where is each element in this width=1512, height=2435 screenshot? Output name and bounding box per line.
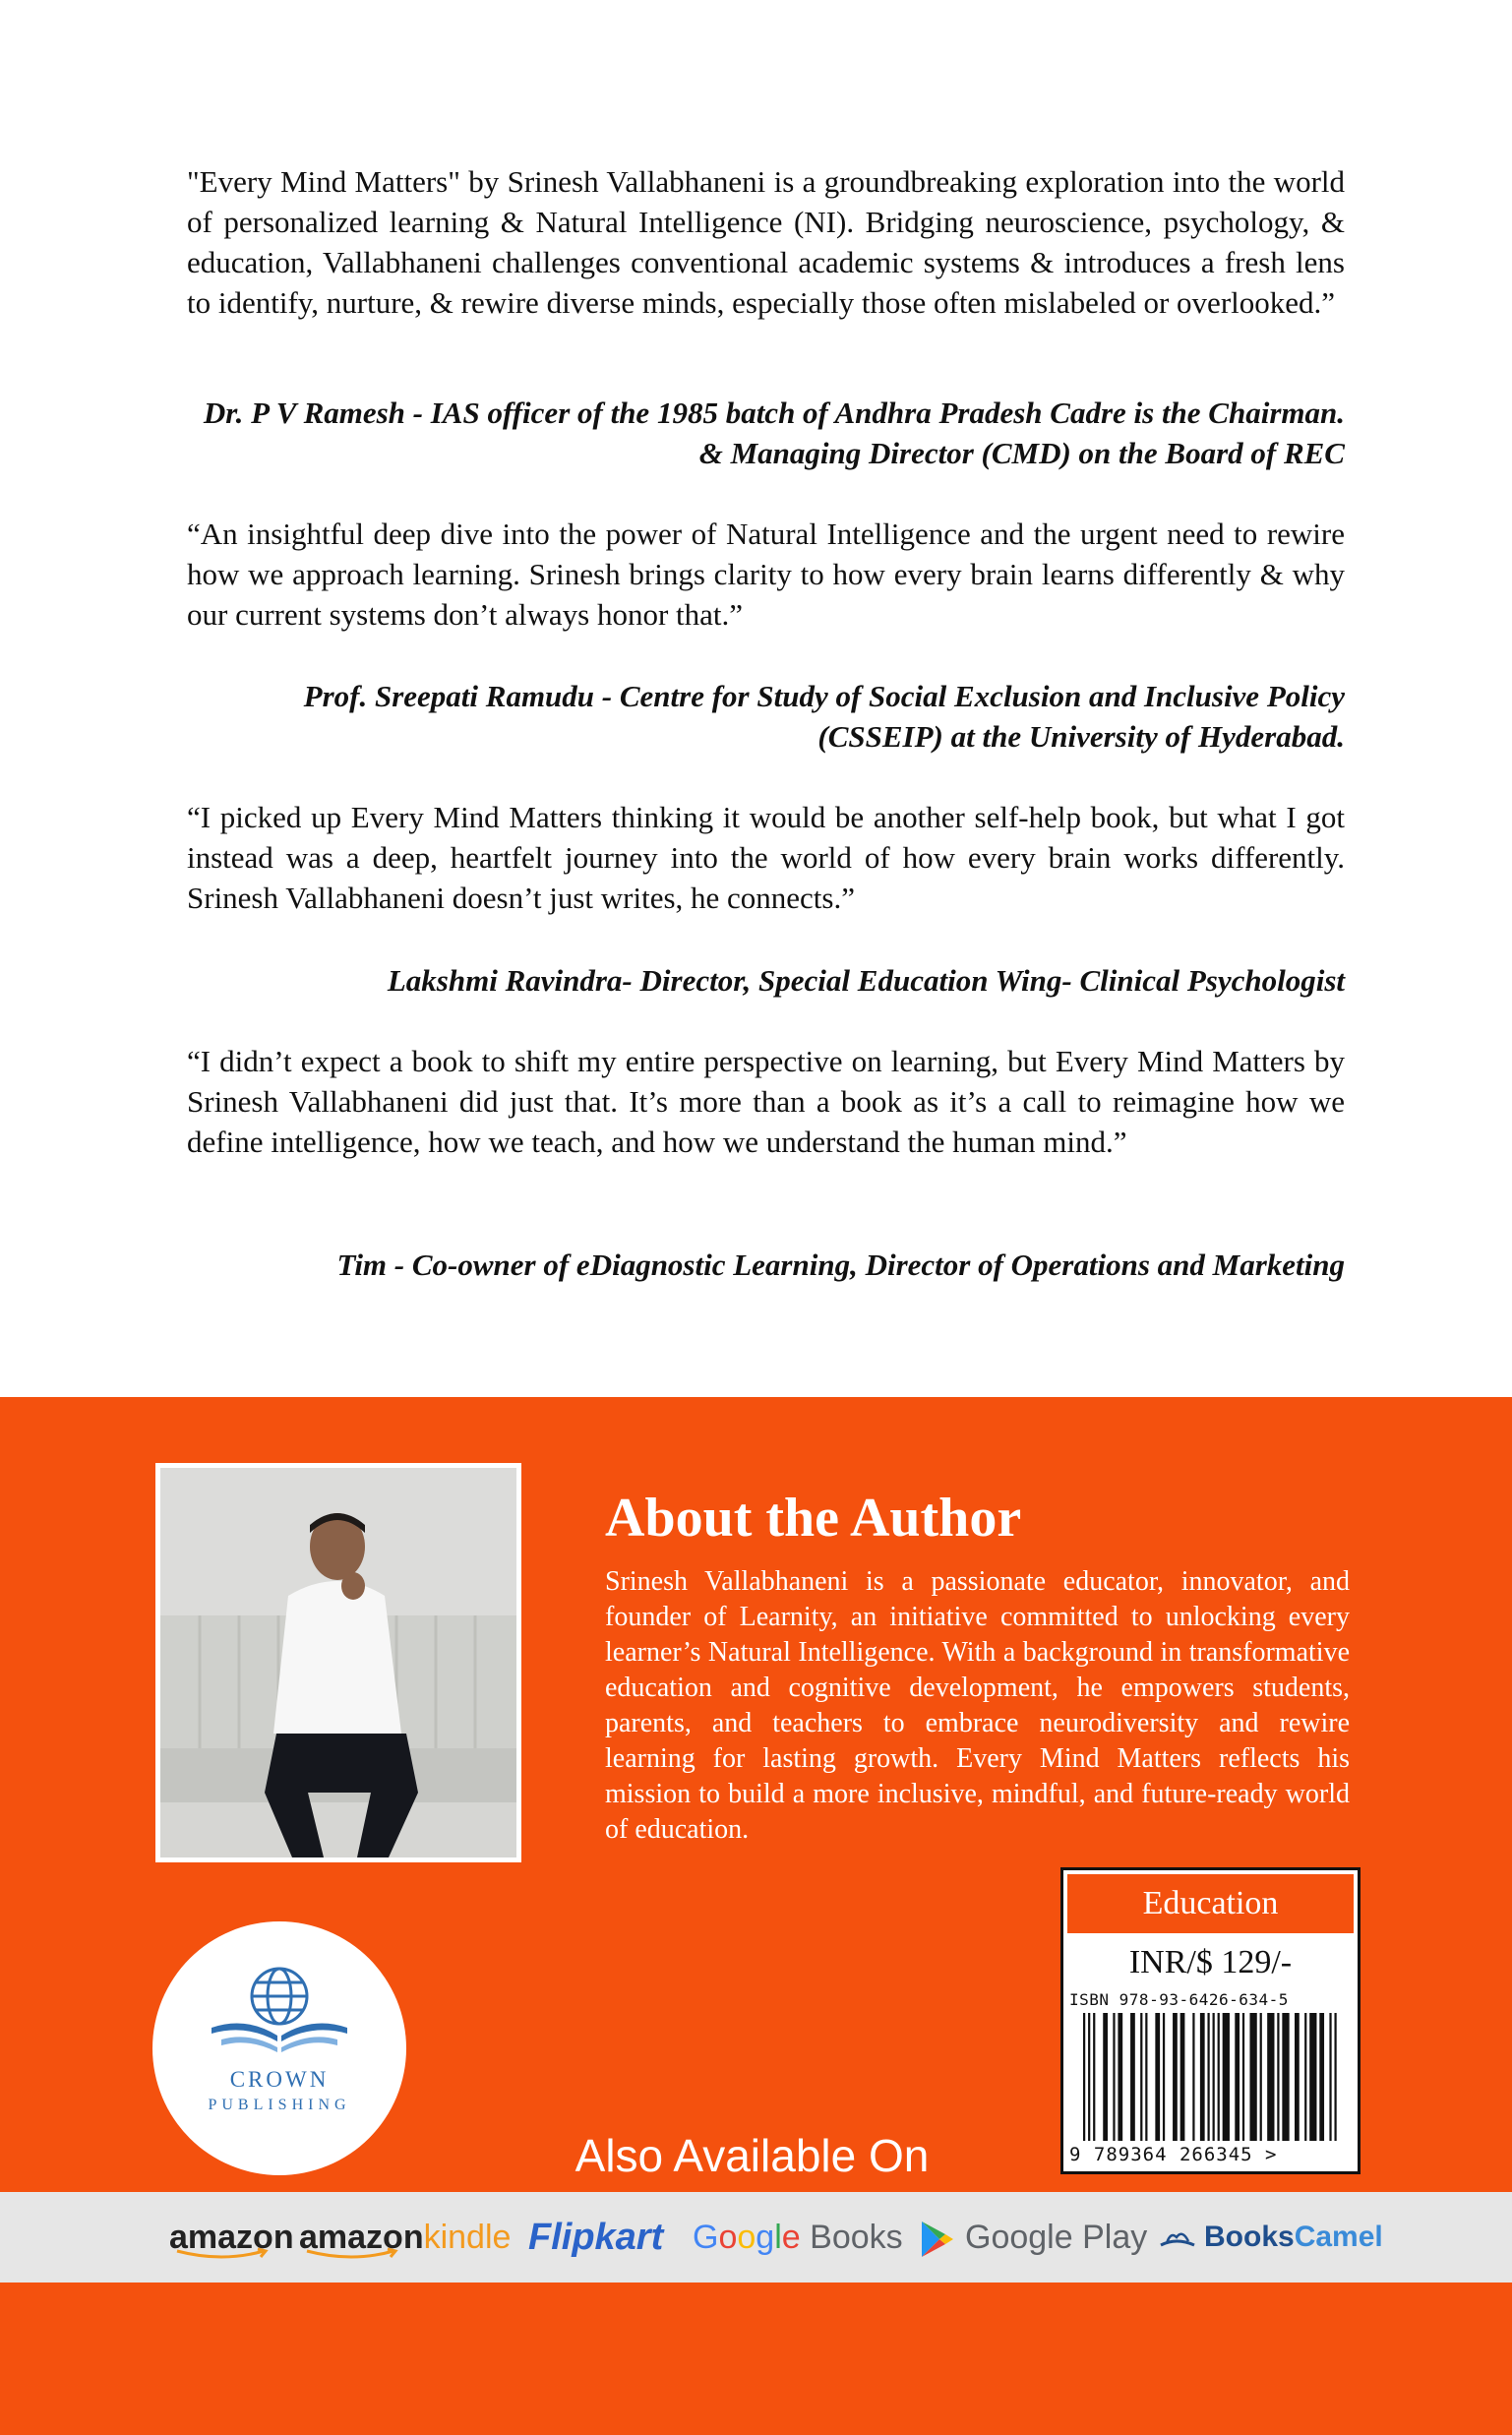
barcode-bar (1334, 2013, 1336, 2141)
review-4-attribution (187, 1245, 1345, 1285)
review-attribution: Prof. Sreepati Ramudu - Centre for Study of Social Exclusion and Inclusive Policy (CSSEIP) at the University of Hyderabad. (303, 679, 1345, 754)
publisher-name: CROWN (229, 2067, 330, 2092)
store-bookscamel-b: Camel (1294, 2221, 1383, 2253)
barcode-bar (1155, 2013, 1160, 2141)
review-2-attribution (187, 676, 1345, 757)
google-letter: g (756, 2219, 775, 2256)
barcode-bar (1192, 2013, 1194, 2141)
store-kindle-amazon: amazon (299, 2219, 424, 2256)
store-amazon-label: amazon (169, 2219, 294, 2256)
barcode-bar (1180, 2013, 1185, 2141)
barcode-bar (1235, 2013, 1240, 2141)
barcode-bar (1118, 2013, 1122, 2141)
barcode-bar (1260, 2013, 1262, 2141)
kindle-smile-icon (303, 2247, 401, 2261)
review-quote: “I picked up Every Mind Matters thinking it would be another self-help book, but what I got instead was a deep, heartfelt journey into the world of how every brain works differently. Srinesh Vallabhaneni doesn’t just writes, he connects.” (187, 800, 1345, 915)
review-2 (187, 514, 1345, 635)
barcode-bar (1249, 2013, 1256, 2141)
google-letter: o (737, 2219, 756, 2256)
author-photo (155, 1463, 521, 1862)
barcode-bar (1242, 2013, 1244, 2141)
amazon-smile-icon (173, 2247, 272, 2261)
about-text: Srinesh Vallabhaneni is a passionate educator, innovator, and founder of Learnity, an initiative committed to unlocking every learner’s Natural Intelligence. With a background in transformative education and cognitive development, he empowers students, parents, and teachers to embrace neurodiversity and rewire learning for lasting growth. Every Mind Matters reflects his mission to build a more inclusive, mindful, and future-ready world of education. (605, 1566, 1350, 1845)
barcode-bar (1103, 2013, 1108, 2141)
barcode-bar (1140, 2013, 1142, 2141)
barcode-bars (1083, 2013, 1339, 2141)
store-google-books-label: Books (800, 2219, 903, 2256)
store-flipkart-label: Flipkart (528, 2217, 664, 2258)
google-wordmark (693, 2219, 801, 2256)
store-google-play-label: Google Play (965, 2219, 1148, 2256)
store-flipkart[interactable] (528, 2192, 663, 2283)
barcode-bar (1282, 2013, 1289, 2141)
barcode-bar (1207, 2013, 1209, 2141)
google-letter: l (774, 2219, 782, 2256)
review-4 (187, 1041, 1345, 1162)
barcode-bar (1267, 2013, 1274, 2141)
store-strip (0, 2192, 1512, 2283)
barcode-bar (1304, 2013, 1306, 2141)
barcode-bar (1083, 2013, 1085, 2141)
barcode-bar (1213, 2013, 1215, 2141)
review-3-attribution (187, 960, 1345, 1001)
store-google-play[interactable] (920, 2192, 1147, 2283)
barcode-bar (1319, 2013, 1324, 2141)
bookscamel-icon (1157, 2223, 1198, 2253)
price-label: INR/$ 129/- (1128, 1944, 1293, 1980)
barcode-bar (1130, 2013, 1135, 2141)
store-bookscamel[interactable] (1157, 2192, 1383, 2283)
review-attribution: Lakshmi Ravindra- Director, Special Education Wing- Clinical Psychologist (387, 963, 1345, 998)
store-kindle-kindle: kindle (423, 2219, 512, 2256)
barcode-bar (1218, 2013, 1220, 2141)
barcode-bar (1145, 2013, 1147, 2141)
google-letter: o (718, 2219, 738, 2256)
barcode-bar (1277, 2013, 1279, 2141)
review-1 (187, 161, 1345, 323)
publisher-sub: PUBLISHING (208, 2097, 351, 2113)
google-letter: G (693, 2219, 719, 2256)
review-quote: “I didn’t expect a book to shift my entire perspective on learning, but Every Mind Matters by Srinesh Vallabhaneni did just that. It’s more than a book as it’s a call to reimagine how we define intelligence, how we teach, and how we understand the human mind.” (187, 1044, 1345, 1159)
review-3 (187, 797, 1345, 918)
barcode-bar (1093, 2013, 1095, 2141)
barcode-digits: 9 789364 266345 > (1069, 2144, 1278, 2165)
review-quote: “An insightful deep dive into the power of Natural Intelligence and the urgent need to rewire how we approach learning. Srinesh brings clarity to how every brain learns differently & why our current systems don’t always honor that.” (187, 517, 1345, 632)
review-1-attribution (187, 393, 1345, 473)
review-quote: "Every Mind Matters" by Srinesh Vallabhaneni is a groundbreaking exploration into the world of personalized learning & Natural Intelligence (NI). Bridging neuroscience, psychology, & education, Vallabhaneni challenges conventional academic systems & introduces a fresh lens to identify, nurture, & rewire diverse minds, especially those often mislabeled or overlooked.” (187, 164, 1345, 320)
barcode-bar (1329, 2013, 1331, 2141)
barcode-bar (1295, 2013, 1300, 2141)
barcode-bar (1088, 2013, 1090, 2141)
barcode-bar (1163, 2013, 1165, 2141)
category-label: Education (1067, 1874, 1354, 1933)
also-available-heading: Also Available On (575, 2130, 930, 2181)
barcode-bar (1309, 2013, 1316, 2141)
store-amazon[interactable] (169, 2192, 294, 2283)
store-google-books[interactable] (693, 2192, 903, 2283)
barcode-bar (1223, 2013, 1230, 2141)
review-attribution: Tim - Co-owner of eDiagnostic Learning, Director of Operations and Marketing (336, 1248, 1345, 1282)
about-title: About the Author (605, 1488, 1022, 1549)
store-kindle[interactable] (299, 2192, 511, 2283)
barcode-bar (1173, 2013, 1178, 2141)
store-bookscamel-a: Books (1204, 2221, 1295, 2253)
isbn-label: ISBN 978-93-6426-634-5 (1069, 1990, 1289, 2009)
barcode-bar (1200, 2013, 1205, 2141)
google-play-icon (920, 2220, 955, 2259)
review-attribution: Dr. P V Ramesh - IAS officer of the 1985 batch of Andhra Pradesh Cadre is the Chairman. & Managing Director (CMD) on the Board of REC (203, 396, 1345, 470)
barcode-bar (1113, 2013, 1115, 2141)
google-letter: e (781, 2219, 801, 2256)
